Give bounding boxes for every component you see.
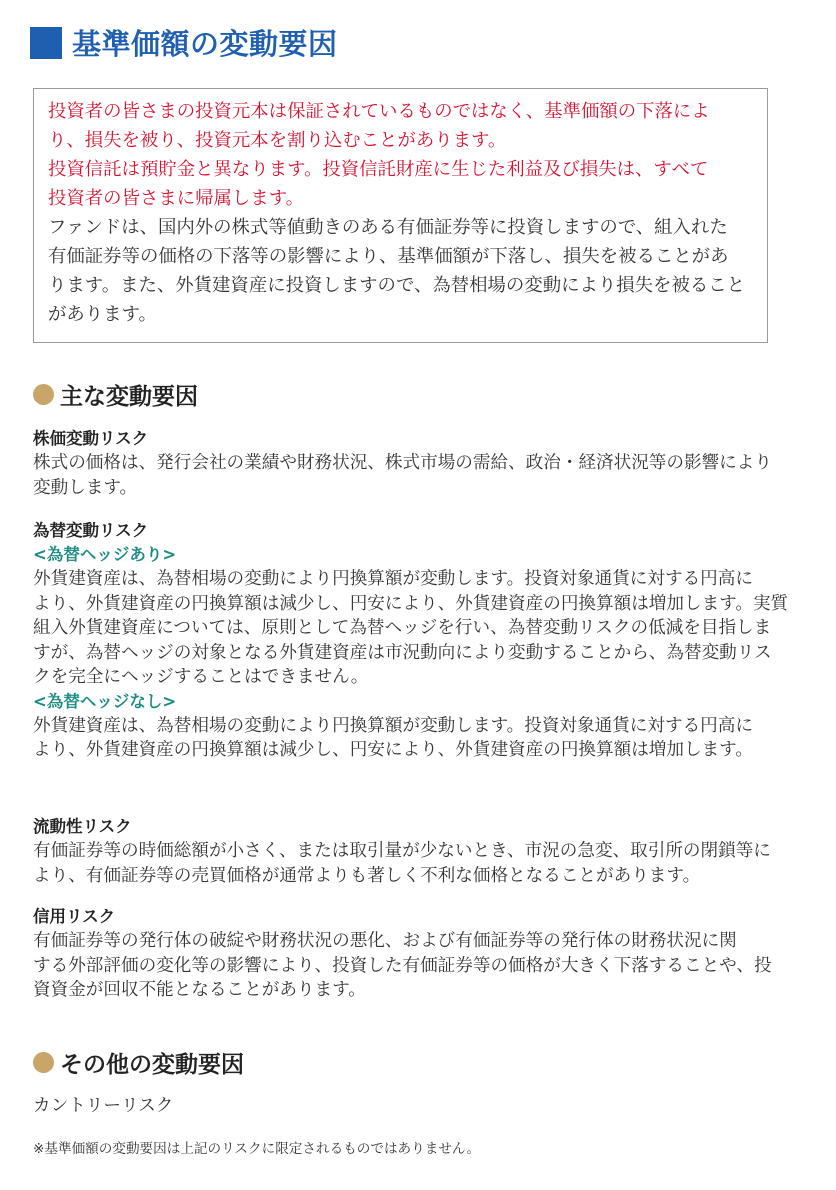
stock-risk-line: 変動します。: [33, 477, 138, 498]
fx-hedged-line: 外貨建資産は、為替相場の変動により円換算額が変動します。投資対象通貨に対する円高に: [33, 569, 753, 589]
main-factors-heading-text: 主な変動要因: [60, 384, 198, 410]
footnote: ※基準価額の変動要因は上記のリスクに限定されるものではありません。: [33, 1141, 480, 1157]
credit-risk-line: 有価証券等の発行体の破綻や財務状況の悪化、および有価証券等の発行体の財務状況に関: [33, 931, 737, 951]
liquidity-risk-title: 流動性リスク: [33, 817, 132, 836]
stock-risk-section: [33, 427, 803, 500]
bullet-circle-icon: [33, 1052, 54, 1073]
bullet-circle-icon: [33, 384, 54, 405]
stock-risk-title: 株価変動リスク: [33, 429, 149, 448]
fx-unhedged-label: <為替ヘッジなし>: [33, 691, 177, 711]
fx-hedged-line: クを完全にヘッジすることはできません。: [33, 667, 369, 687]
notice-line: ファンドは、国内外の株式等値動きのある有価証券等に投資しますので、組入れた: [48, 217, 728, 238]
notice-red-line: 投資信託は預貯金と異なります。投資信託財産に生じた利益及び損失は、すべて: [48, 159, 709, 180]
country-risk-item: カントリーリスク: [33, 1096, 174, 1116]
notice-box: [33, 88, 768, 343]
fx-hedged-label: <為替ヘッジあり>: [33, 545, 177, 564]
liquidity-risk-line: 有価証券等の時価総額が小さく、または取引量が少ないとき、市況の急変、取引所の閉鎖等に: [33, 841, 771, 861]
main-factors-heading: [33, 378, 198, 411]
title-square-icon: [30, 27, 62, 59]
credit-risk-line: 資資金が回収不能となることがあります。: [33, 980, 366, 1000]
page-title-text: 基準価額の変動要因: [72, 27, 338, 61]
stock-risk-line: 株式の価格は、発行会社の業績や財務状況、株式市場の需給、政治・経済状況等の影響により: [33, 453, 772, 473]
liquidity-risk-section: [33, 815, 803, 888]
notice-line: があります。: [48, 304, 157, 325]
fx-risk-section: [33, 519, 803, 763]
credit-risk-line: する外部評価の変化等の影響により、投資した有価証券等の価格が大きく下落することや、投: [33, 955, 772, 976]
credit-risk-section: [33, 905, 803, 1003]
notice-red-line: り、損失を被り、投資元本を割り込むことがあります。: [48, 130, 507, 151]
credit-risk-title: 信用リスク: [33, 907, 116, 926]
fx-hedged-line: すが、為替ヘッジの対象となる外貨建資産は市況動向により変動することから、為替変動リス: [33, 642, 772, 663]
fx-unhedged-line: より、外貨建資産の円換算額は減少し、円安により、外貨建資産の円換算額は増加します。: [33, 740, 753, 760]
notice-line: 有価証券等の価格の下落等の影響により、基準価額が下落し、損失を被ることがあ: [48, 246, 729, 267]
liquidity-risk-line: より、有価証券等の売買価格が通常よりも著しく不利な価格となることがあります。: [33, 865, 701, 886]
fx-hedged-line: より、外貨建資産の円換算額は減少し、円安により、外貨建資産の円換算額は増加します。実質: [33, 593, 789, 614]
notice-line: ります。また、外貨建資産に投資しますので、為替相場の変動により損失を被ること: [48, 275, 746, 296]
fx-risk-title: 為替変動リスク: [33, 521, 149, 540]
page-title: [30, 22, 338, 63]
fx-hedged-line: 組入外貨建資産については、原則として為替ヘッジを行い、為替変動リスクの低減を目指しま: [33, 618, 772, 638]
fx-unhedged-line: 外貨建資産は、為替相場の変動により円換算額が変動します。投資対象通貨に対する円高に: [33, 715, 753, 736]
other-factors-heading-text: その他の変動要因: [60, 1052, 244, 1078]
notice-red-line: 投資者の皆さまの投資元本は保証されているものではなく、基準価額の下落によ: [48, 101, 710, 122]
other-factors-heading: [33, 1046, 244, 1079]
notice-red-line: 投資者の皆さまに帰属します。: [48, 188, 304, 209]
